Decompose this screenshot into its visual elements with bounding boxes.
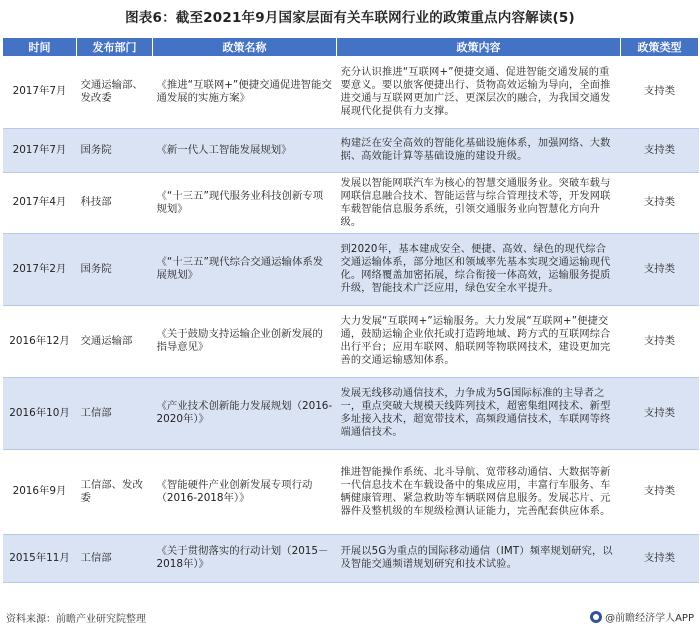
cell-name: 《推进“互联网+”便捷交通促进智能交通发展的实施方案》 bbox=[153, 56, 337, 128]
cell-name: 《关于鼓励支持运输企业创新发展的指导意见》 bbox=[153, 305, 337, 377]
cell-name: 《新一代人工智能发展规划》 bbox=[153, 128, 337, 172]
cell-content: 构建泛在安全高效的智能化基础设施体系，加强网络、大数据、高效能计算等基础设施的建设升级。 bbox=[337, 128, 621, 172]
table-row bbox=[3, 128, 699, 172]
cell-content: 发展以智能网联汽车为核心的智慧交通服务业。突破车载与网联信息融合技术、智能运营与综合管理技术等，开发网联车载智能信息服务系统，引领交通服务业向智慧化方向升级。 bbox=[337, 172, 621, 233]
table-row bbox=[3, 233, 699, 305]
cell-time: 2016年12月 bbox=[3, 305, 77, 377]
table-row bbox=[3, 305, 699, 377]
cell-content: 大力发展“互联网+”运输服务。大力发展“互联网+”便捷交通，鼓励运输企业依托或打造跨地域、跨方式的互联网综合出行平台；应用车联网、船联网等物联网技术，建设更加完善的交通运输感知体系。 bbox=[337, 305, 621, 377]
cell-type: 支持类 bbox=[621, 172, 699, 233]
table-row bbox=[3, 377, 699, 449]
cell-dept: 工信部、发改委 bbox=[77, 449, 153, 534]
cell-name: 《产业技术创新能力发展规划（2016-2020年）》 bbox=[153, 377, 337, 449]
cell-content: 开展以5G为重点的国际移动通信（IMT）频率规划研究，以及智能交通频谱规划研究和技术试验。 bbox=[337, 534, 621, 582]
header-content: 政策内容 bbox=[337, 38, 621, 56]
header-dept: 发布部门 bbox=[77, 38, 153, 56]
source-note: 资料来源：前瞻产业研究院整理 bbox=[6, 614, 146, 625]
brand-label: @前瞻经济学人APP bbox=[605, 613, 694, 624]
table-row bbox=[3, 56, 699, 128]
cell-time: 2017年2月 bbox=[3, 233, 77, 305]
cell-type: 支持类 bbox=[621, 449, 699, 534]
table-row bbox=[3, 172, 699, 233]
cell-dept: 工信部 bbox=[77, 534, 153, 582]
cell-content: 充分认识推进“互联网+”便捷交通、促进智能交通发展的重要意义。要以旅客便捷出行、货物高效运输为导向，全面推进交通与互联网更加广泛、更深层次的融合，为我国交通发展现代化提供有力支撑。 bbox=[337, 56, 621, 128]
cell-type: 支持类 bbox=[621, 534, 699, 582]
brand-credit bbox=[590, 609, 694, 624]
qianzhan-logo-icon bbox=[590, 611, 602, 623]
cell-time: 2017年4月 bbox=[3, 172, 77, 233]
cell-name: 《智能硬件产业创新发展专项行动（2016-2018年）》 bbox=[153, 449, 337, 534]
cell-content: 发展无线移动通信技术，力争成为5G国际标准的主导者之一，重点突破大规模天线阵列技术，超密集组网技术、新型多址接入技术，超宽带技术，高频段通信技术，车联网等终端通信技术。 bbox=[337, 377, 621, 449]
cell-type: 支持类 bbox=[621, 56, 699, 128]
cell-type: 支持类 bbox=[621, 305, 699, 377]
header-type: 政策类型 bbox=[621, 38, 699, 56]
cell-name: 《关于贯彻落实的行动计划（2015－2018年）》 bbox=[153, 534, 337, 582]
cell-time: 2016年9月 bbox=[3, 449, 77, 534]
table-header-row bbox=[3, 38, 699, 56]
header-time: 时间 bbox=[3, 38, 77, 56]
cell-name: 《“十三五”现代服务业科技创新专项规划》 bbox=[153, 172, 337, 233]
chart-title: 图表6：截至2021年9月国家层面有关车联网行业的政策重点内容解读(5) bbox=[125, 10, 575, 26]
cell-dept: 国务院 bbox=[77, 233, 153, 305]
cell-dept: 国务院 bbox=[77, 128, 153, 172]
policy-table bbox=[2, 38, 699, 583]
cell-dept: 交通运输部、发改委 bbox=[77, 56, 153, 128]
cell-name: 《“十三五”现代综合交通运输体系发展规划》 bbox=[153, 233, 337, 305]
cell-dept: 交通运输部 bbox=[77, 305, 153, 377]
cell-type: 支持类 bbox=[621, 128, 699, 172]
cell-dept: 工信部 bbox=[77, 377, 153, 449]
cell-time: 2017年7月 bbox=[3, 56, 77, 128]
table-row bbox=[3, 534, 699, 582]
cell-time: 2015年11月 bbox=[3, 534, 77, 582]
table-row bbox=[3, 449, 699, 534]
header-name: 政策名称 bbox=[153, 38, 337, 56]
cell-content: 推进智能操作系统、北斗导航、宽带移动通信、大数据等新一代信息技术在车载设备中的集成应用，丰富行车服务、车辆健康管理、紧急救助等车辆联网信息服务。发展芯片、元器件及整机级的车规级检测认证能力，完善配套供应体系。 bbox=[337, 449, 621, 534]
cell-type: 支持类 bbox=[621, 377, 699, 449]
cell-type: 支持类 bbox=[621, 233, 699, 305]
cell-dept: 科技部 bbox=[77, 172, 153, 233]
cell-time: 2016年10月 bbox=[3, 377, 77, 449]
cell-time: 2017年7月 bbox=[3, 128, 77, 172]
cell-content: 到2020年，基本建成安全、便捷、高效、绿色的现代综合交通运输体系，部分地区和领域率先基本实现交通运输现代化。网络覆盖加密拓展，综合衔接一体高效，运输服务提质升级，智能技术广泛应用，绿色安全水平提升。 bbox=[337, 233, 621, 305]
